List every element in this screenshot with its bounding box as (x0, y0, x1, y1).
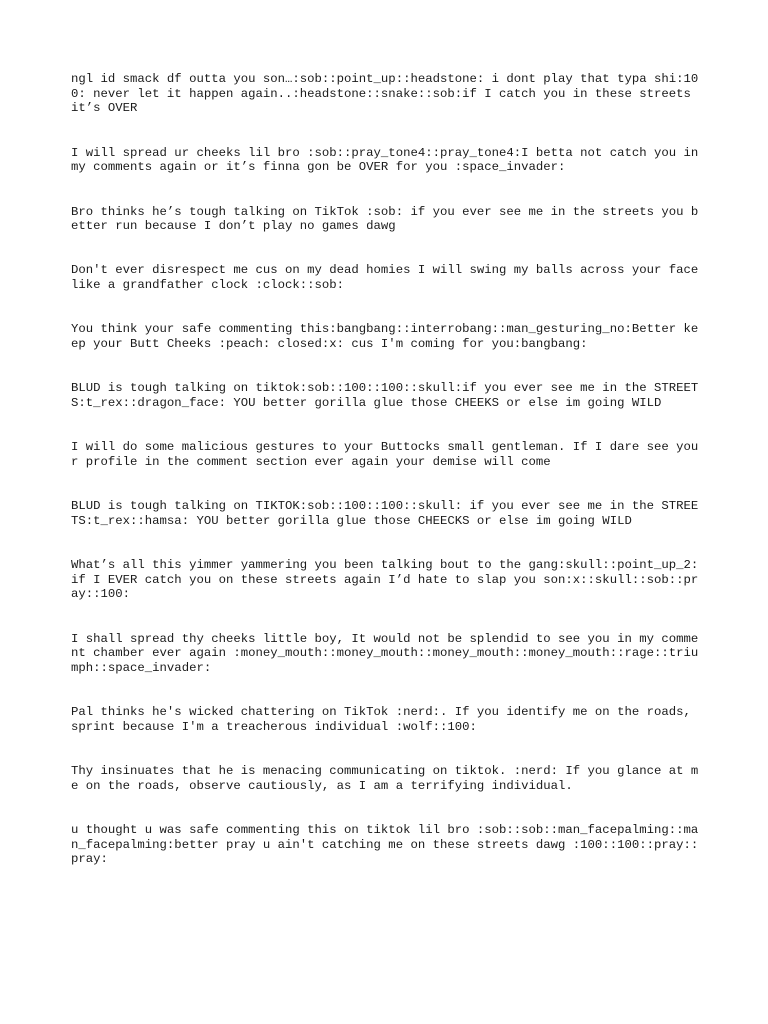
paragraph-12: Thy insinuates that he is menacing communicating on tiktok. :nerd: If you glance at me on the roads, observe cautiously, as I am a terrifying individual. (71, 764, 699, 793)
paragraph-10: I shall spread thy cheeks little boy, It would not be splendid to see you in my comment chamber ever again :money_mouth::money_mouth::money_mouth::money_mouth::rage::triumph::space_invader: (71, 631, 699, 675)
paragraph-7: I will do some malicious gestures to your Buttocks small gentleman. If I dare see your profile in the comment section ever again your demise will come (71, 440, 699, 469)
paragraph-11: Pal thinks he's wicked chattering on TikTok :nerd:. If you identify me on the roads, sprint because I'm a treacherous individual :wolf::100: (71, 705, 699, 734)
paragraph-1: ngl id smack df outta you son…:sob::point_up::headstone: i dont play that typa shi:100: never let it happen again..:headstone::snake::sob:if I catch you in these streets it’s OVER (71, 72, 699, 116)
paragraph-9: What’s all this yimmer yammering you been talking bout to the gang:skull::point_up_2: if I EVER catch you on these streets again I’d hate to slap you son:x::skull::sob::pray::100: (71, 557, 706, 602)
paragraph-3: Bro thinks he’s tough talking on TikTok :sob: if you ever see me in the streets you better run because I don’t play no games dawg (71, 204, 699, 234)
paragraph-5: You think your safe commenting this:bangbang::interrobang::man_gesturing_no:Better keep your Butt Cheeks :peach: closed:x: cus I'm coming for you:bangbang: (71, 322, 699, 352)
paragraph-4: Don't ever disrespect me cus on my dead homies I will swing my balls across your face like a grandfather clock :clock::sob: (71, 263, 706, 293)
document-page (71, 72, 706, 897)
paragraph-6: BLUD is tough talking on tiktok:sob::100::100::skull:if you ever see me in the STREETS:t_rex::dragon_face: YOU better gorilla glue those CHEEKS or else im going WILD (71, 381, 699, 410)
paragraph-13: u thought u was safe commenting this on tiktok lil bro :sob::sob::man_facepalming::man_facepalming:better pray u ain't catching me on these streets dawg :100::100::pray::pray: (71, 822, 699, 867)
paragraph-8: BLUD is tough talking on TIKTOK:sob::100::100::skull: if you ever see me in the STREETS:t_rex::hamsa: YOU better gorilla glue those CHEECKS or else im going WILD (71, 499, 699, 528)
paragraph-2: I will spread ur cheeks lil bro :sob::pray_tone4::pray_tone4:I betta not catch you in my comments again or it’s finna gon be OVER for you :space_invader: (71, 145, 706, 175)
